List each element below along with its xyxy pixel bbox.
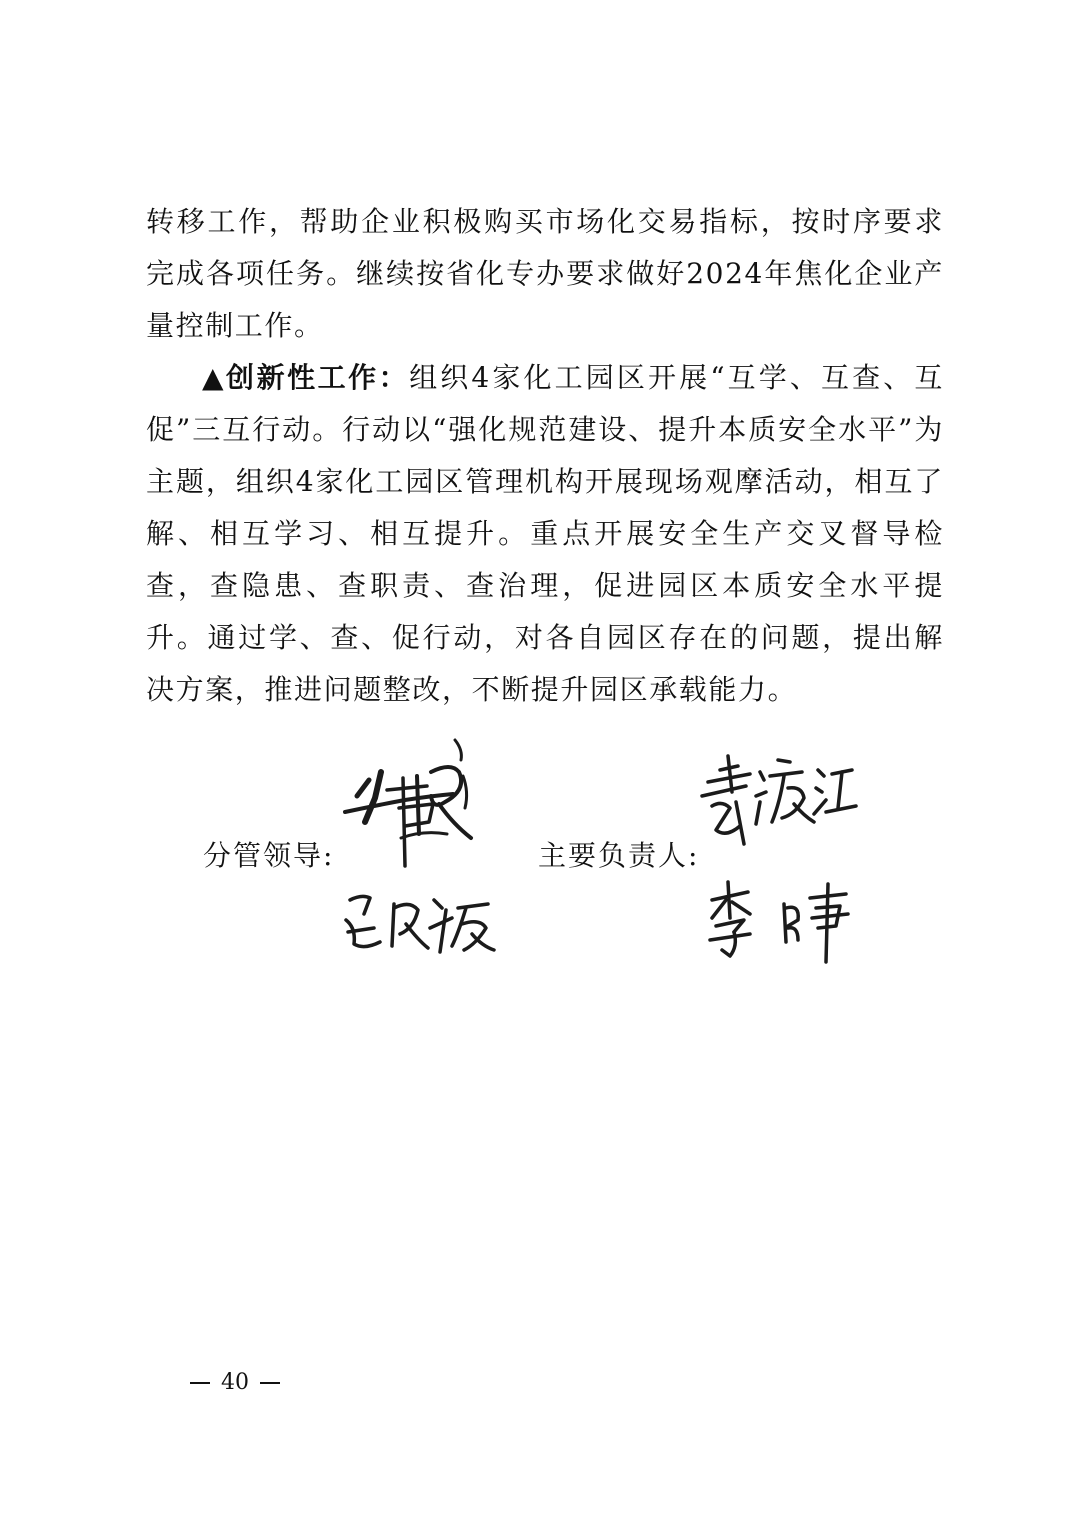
paragraph-innovation: [146, 352, 944, 716]
page-number-value: 40: [221, 1370, 249, 1395]
handwritten-signature-upper-right: [698, 752, 858, 852]
paragraph-text: 组织4家化工园区开展“互学、互查、互促”三互行动。行动以“强化规范建设、提升本质安全水平”为主题，组织4家化工园区管理机构开展现场观摩活动，相互了解、相互学习、相互提升。重点开展安全生产交叉督导检查，查隐患、查职责、查治理，促进园区本质安全水平提升。通过学、查、促行动，对各自园区存在的问题，提出解决方案，推进问题整改，不断提升园区承载能力。: [146, 361, 944, 706]
handwritten-signature-lower-left: [340, 888, 500, 960]
supervising-leader-label: 分管领导:: [203, 839, 335, 872]
document-body: [146, 196, 944, 716]
paragraph-lead: ▲创新性工作：: [202, 361, 410, 394]
paragraph-continuation: [146, 196, 944, 352]
page-number-dash-left: [190, 1382, 210, 1384]
principal-leader-label: 主要负责人:: [538, 839, 700, 872]
handwritten-signature-upper-left: [335, 738, 485, 870]
page-number-dash-right: [260, 1382, 280, 1384]
paragraph-text: 转移工作，帮助企业积极购买市场化交易指标，按时序要求完成各项任务。继续按省化专办要求做好2024年焦化企业产量控制工作。: [146, 205, 944, 342]
page-number: [190, 1363, 280, 1403]
handwritten-signature-lower-right: [706, 878, 856, 966]
